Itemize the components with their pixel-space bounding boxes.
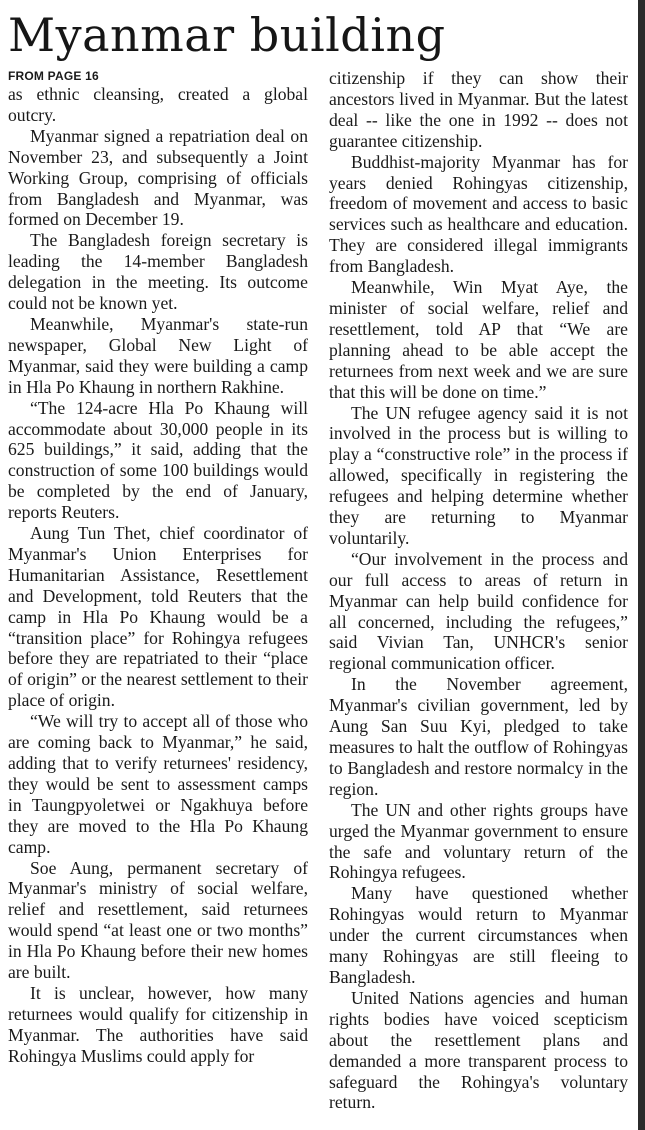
paragraph: Many have questioned whether Rohingyas would return to Myanmar under the current circumstances when many Rohingyas are still fleeing to Bangladesh. (329, 883, 628, 987)
paragraph: “We will try to accept all of those who are coming back to Myanmar,” he said, adding that to verify returnees' residency, they would be sent to assessment camps in Taungpyoletwei or Ngakhuya before they are moved to the Hla Po Khaung camp. (8, 711, 308, 857)
paragraph: “The 124-acre Hla Po Khaung will accommodate about 30,000 people in its 625 buildings,” it said, adding that the construction of some 100 buildings would be completed by the end of January, reports Reuters. (8, 397, 308, 523)
paragraph: as ethnic cleansing, created a global outcry. (8, 84, 308, 125)
paragraph: Soe Aung, permanent secretary of Myanmar's ministry of social welfare, relief and resettlement, said returnees would spend “at least one or two months” in Hla Po Khaung before their new homes are built. (8, 857, 308, 983)
paragraph: Meanwhile, Myanmar's state-run newspaper, Global New Light of Myanmar, said they were building a camp in Hla Po Khaung in northern Rakhine. (8, 313, 308, 397)
paragraph: Meanwhile, Win Myat Aye, the minister of social welfare, relief and resettlement, told AP that “We are planning ahead to be able accept the returnees from next week and we are sure that this will be done on time.” (329, 277, 628, 402)
paragraph: In the November agreement, Myanmar's civilian government, led by Aung San Suu Kyi, pledged to take measures to halt the outflow of Rohingyas to Bangladesh and restore normalcy in the region. (329, 674, 628, 799)
paragraph: Aung Tun Thet, chief coordinator of Myanmar's Union Enterprises for Humanitarian Assistance, Resettlement and Development, told Reuters that the camp in Hla Po Khaung would be a “transition place” for Rohingya refugees before they are repatriated to their “place of origin” or the nearest settlement to their place of origin. (8, 523, 308, 711)
paragraph: It is unclear, however, how many returnees would qualify for citizenship in Myanmar. The authorities have said Rohingya Muslims could apply for (8, 982, 308, 1066)
paragraph: United Nations agencies and human rights bodies have voiced scepticism about the resettlement plans and demanded a more transparent process to safeguard the Rohingya's voluntary return. (329, 987, 628, 1113)
article-headline: Myanmar building (8, 8, 446, 62)
paragraph: Myanmar signed a repatriation deal on November 23, and subsequently a Joint Working Group, comprising of officials from Bangladesh and Myanmar, was formed on December 19. (8, 125, 308, 230)
paragraph: The UN and other rights groups have urged the Myanmar government to ensure the safe and voluntary return of the Rohingya refugees. (329, 799, 628, 883)
article-column-right (329, 68, 628, 1113)
paragraph: The UN refugee agency said it is not involved in the process but is willing to play a “constructive role” in the process if allowed, specifically in registering the refugees and helping determine whether they are returning to Myanmar voluntarily. (329, 402, 628, 548)
paragraph: Buddhist-majority Myanmar has for years denied Rohingyas citizenship, freedom of movement and access to basic services such as healthcare and education. They are considered illegal immigrants from Bangladesh. (329, 151, 628, 277)
article-column-left (8, 68, 308, 1067)
page-edge-rule (638, 0, 645, 1130)
paragraph: “Our involvement in the process and our full access to areas of return in Myanmar can help build confidence for all concerned, including the refugees,” said Vivian Tan, UNHCR's senior regional communication officer. (329, 548, 628, 674)
paragraph: The Bangladesh foreign secretary is leading the 14-member Bangladesh delegation in the meeting. Its outcome could not be known yet. (8, 230, 308, 314)
paragraph: citizenship if they can show their ancestors lived in Myanmar. But the latest deal -- like the one in 1992 -- does not guarantee citizenship. (329, 68, 628, 151)
jump-line: FROM PAGE 16 (8, 69, 99, 83)
